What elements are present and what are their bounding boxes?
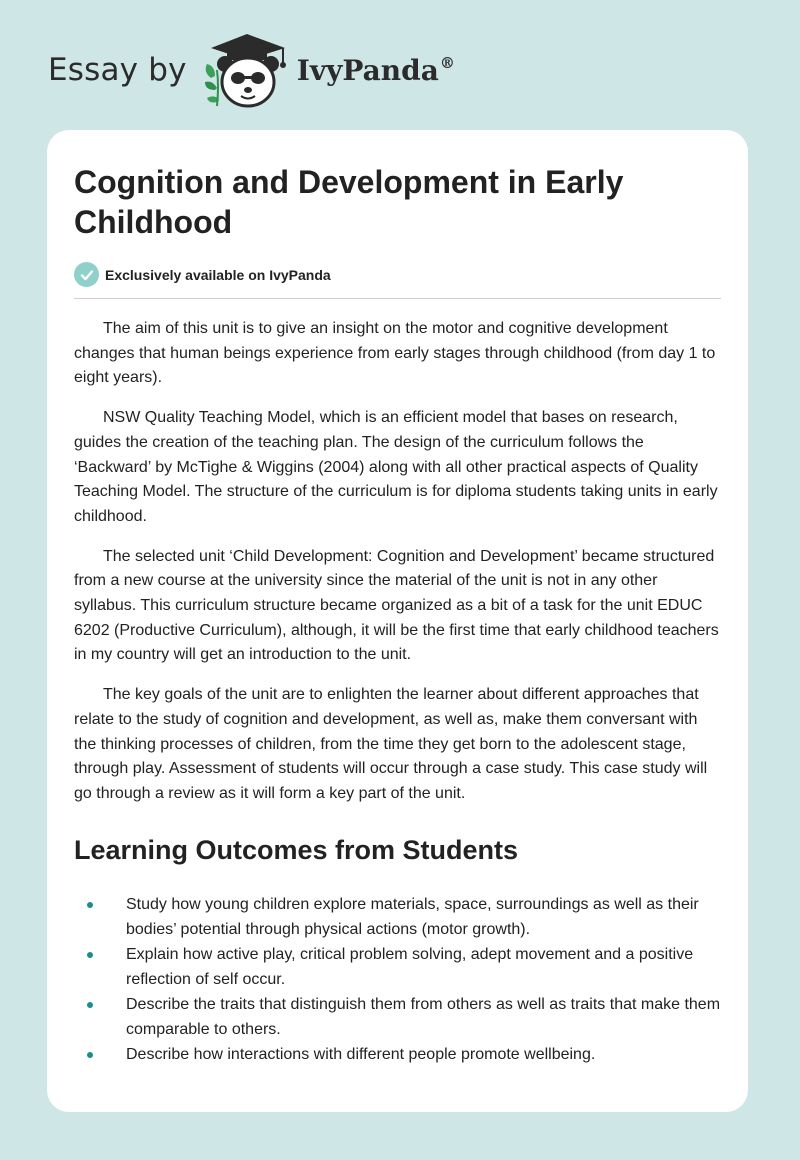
list-item: Describe the traits that distinguish them from others as well as traits that make them comparable to others. bbox=[74, 992, 721, 1042]
paragraph: The selected unit ‘Child Development: Cognition and Development’ became structured from a new course at the university since the material of the unit is not in any other syllabus. This curriculum structure became organized as a bit of a task for the unit EDUC 6202 (Productive Curriculum), although, it will be the first time that early childhood teachers in my country will get an introduction to the unit. bbox=[74, 547, 719, 664]
registered-mark: ® bbox=[439, 53, 455, 72]
list-item: Study how young children explore materials, space, surroundings as well as their bodies’ potential through physical actions (motor growth). bbox=[74, 892, 721, 942]
site-header bbox=[48, 30, 455, 110]
section-heading: Learning Outcomes from Students bbox=[74, 834, 519, 865]
check-icon bbox=[74, 262, 99, 287]
bullet-icon bbox=[87, 1052, 93, 1058]
list-item: Explain how active play, critical problem solving, adept movement and a positive reflection of self occur. bbox=[74, 942, 721, 992]
bullet-icon bbox=[87, 1002, 93, 1008]
bullet-icon bbox=[87, 952, 93, 958]
exclusive-label: Exclusively available on IvyPanda bbox=[105, 266, 331, 283]
brand-name[interactable]: IvyPanda® bbox=[296, 53, 455, 87]
bullet-icon bbox=[87, 902, 93, 908]
essay-by-label: Essay by bbox=[48, 52, 187, 88]
list-item: Describe how interactions with different people promote wellbeing. bbox=[74, 1042, 721, 1067]
paragraph: NSW Quality Teaching Model, which is an efficient model that bases on research, guides the creation of the teaching plan. The design of the curriculum follows the ‘Backward’ by McTighe & Wiggins (2004) along with all other practical aspects of Quality Teaching Model. The structure of the curriculum is for diploma students taking units in early childhood. bbox=[74, 409, 718, 525]
page-title: Cognition and Development in Early Childhood bbox=[74, 164, 624, 240]
ivypanda-logo-icon[interactable] bbox=[201, 30, 293, 110]
article-card bbox=[47, 130, 748, 1112]
exclusive-badge bbox=[74, 262, 721, 299]
paragraph: The aim of this unit is to give an insight on the motor and cognitive development changes that human beings experience from early stages through childhood (from day 1 to eight years). bbox=[74, 320, 716, 387]
outcomes-list bbox=[74, 892, 721, 1067]
paragraph: The key goals of the unit are to enlighten the learner about different approaches that relate to the study of cognition and development, as well as, make them conversant with the thinking processes of children, from the time they get born to the adolescent stage, through play. Assessment of students will occur through a case study. This case study will go through a review as it will form a key part of the unit. bbox=[74, 686, 708, 802]
